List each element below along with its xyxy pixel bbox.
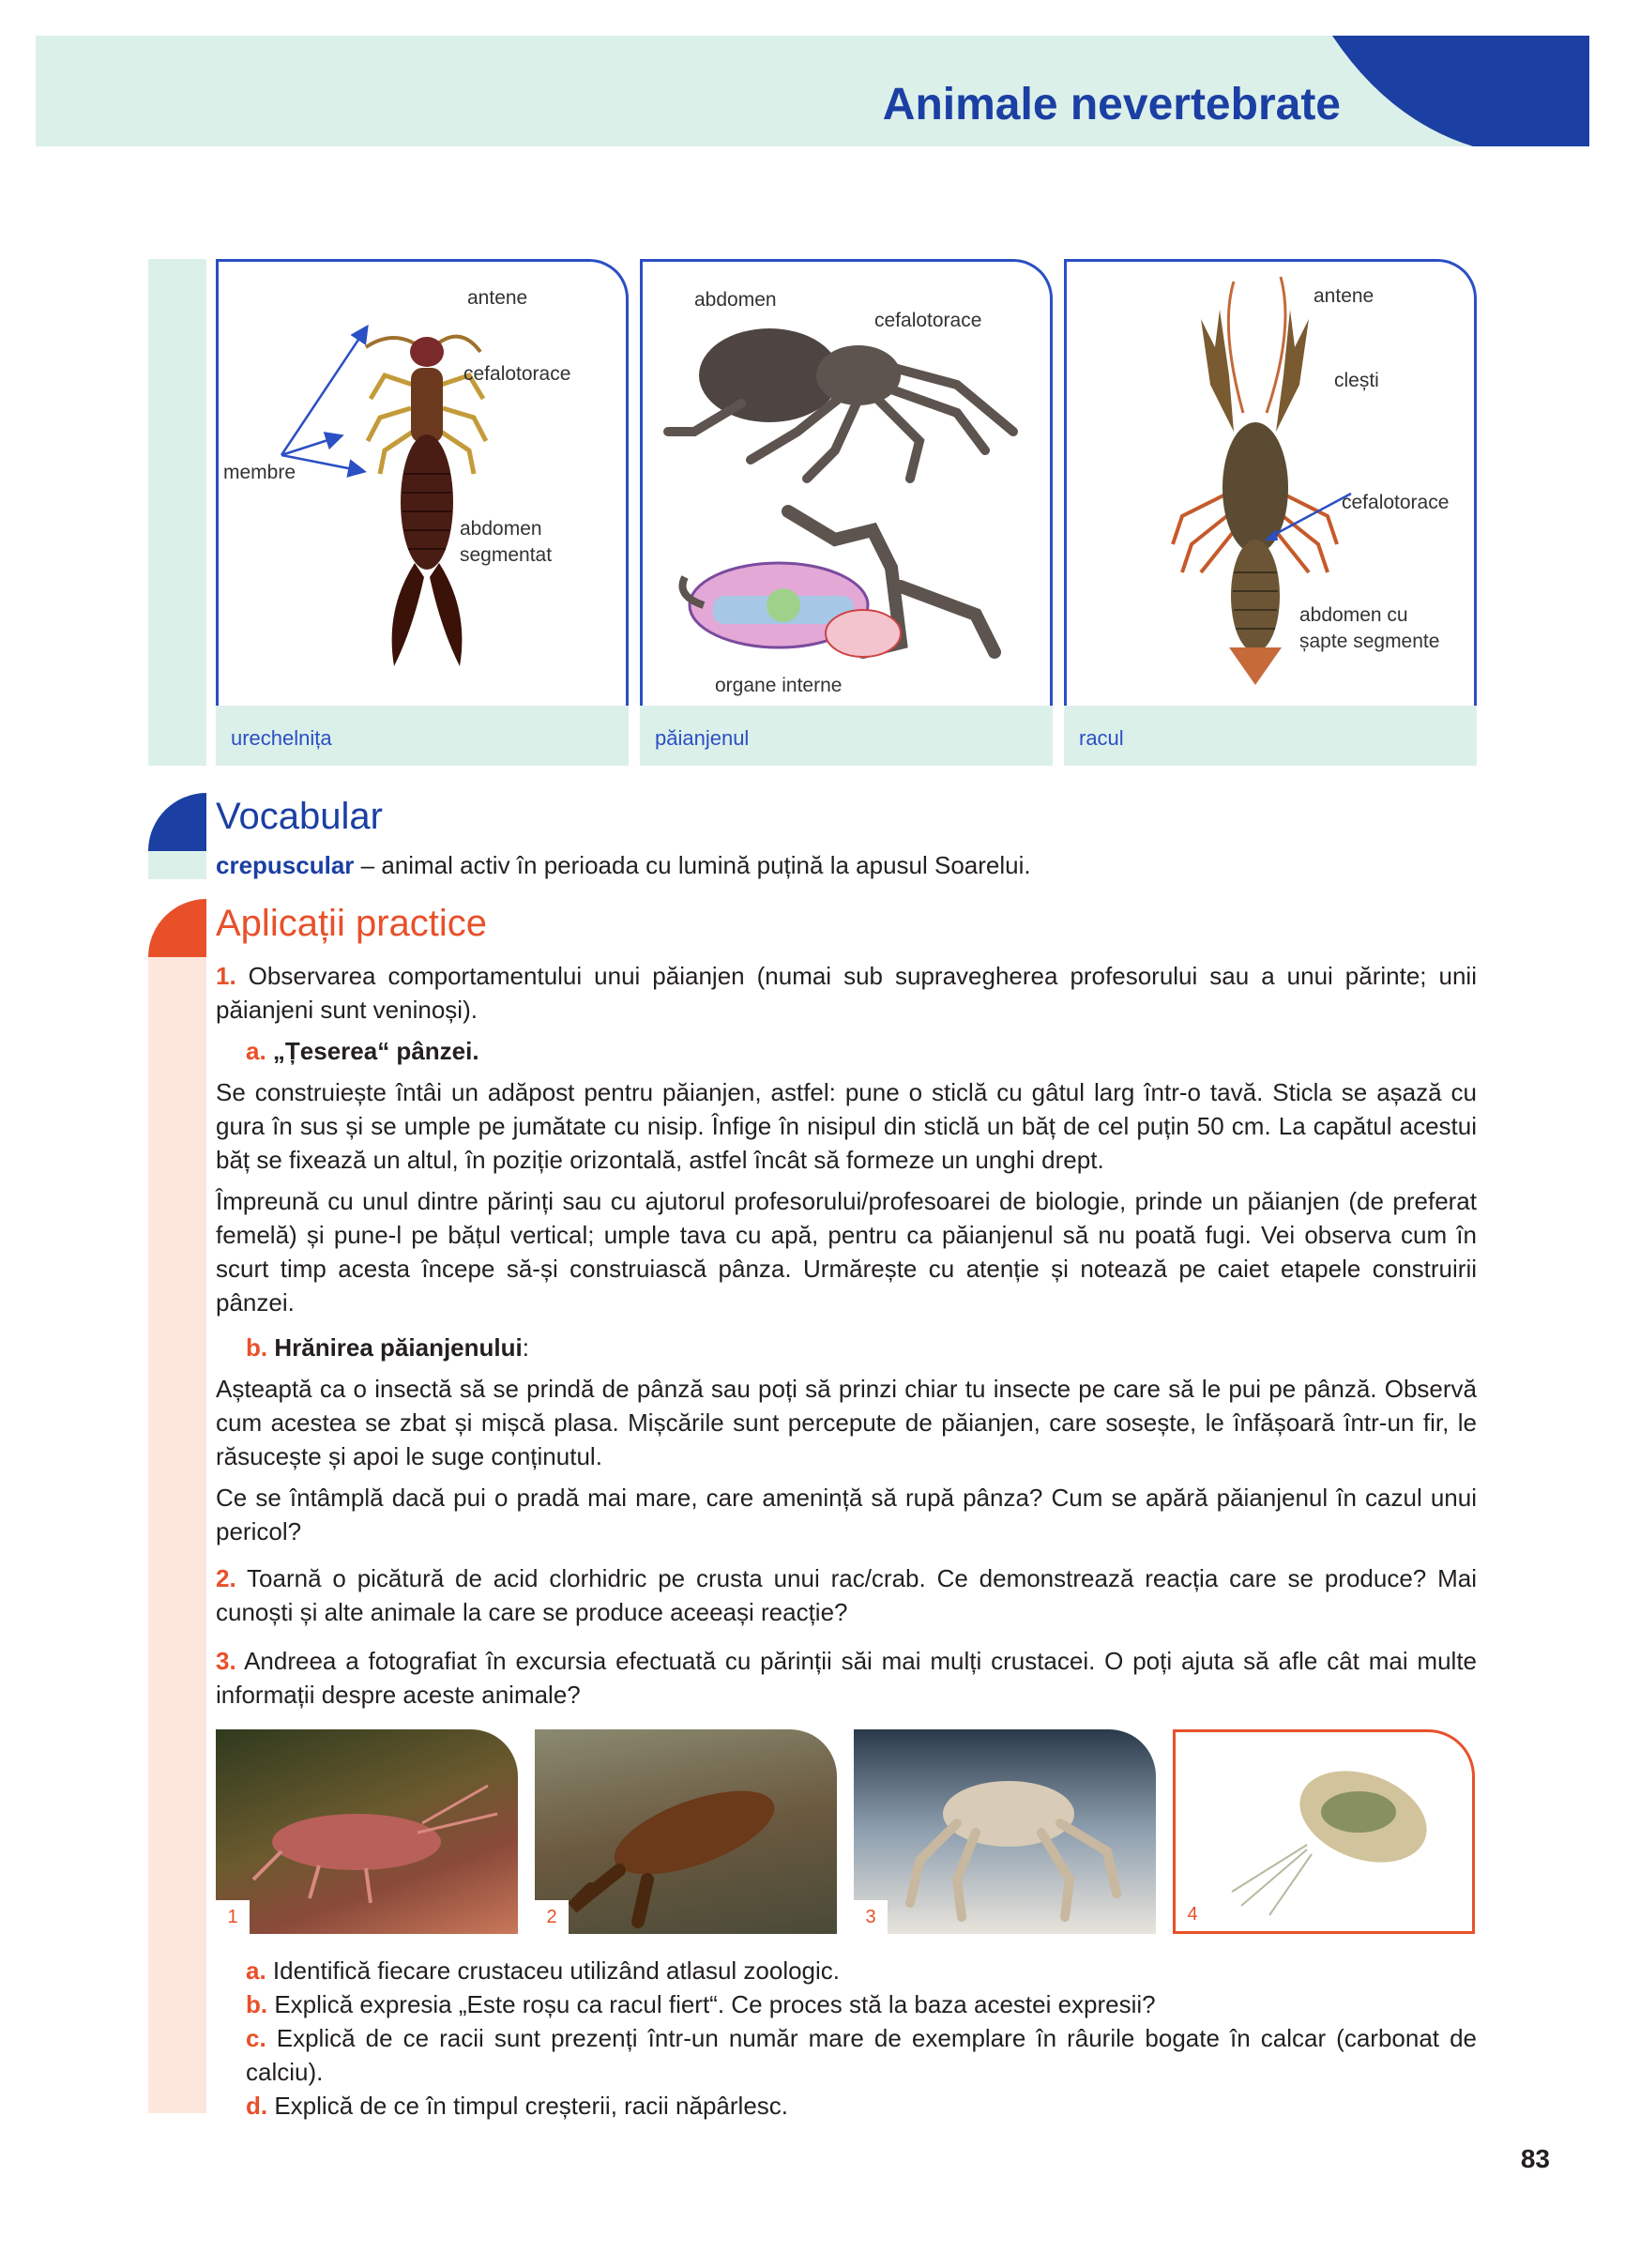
- item-text: Toarnă o picătură de acid clorhidric pe crusta unui rac/crab. Ce demonstrează reacția care se produce? Mai cunoști și alte animale la care se produce aceeași reacție?: [216, 1564, 1477, 1626]
- subitem-colon: :: [522, 1333, 529, 1362]
- label-earwig-limbs: membre: [223, 462, 296, 483]
- practice-side-strip: [148, 957, 206, 2113]
- question-a: [246, 1954, 1477, 1987]
- label-spider-organs: organe interne: [715, 675, 843, 696]
- practice-item-1b-heading: [246, 1331, 1466, 1364]
- header-corner-decoration: [1332, 36, 1589, 146]
- crustacean-photo-4: [1173, 1729, 1475, 1934]
- photo-number: 2: [535, 1900, 569, 1934]
- vocabulary-term: crepuscular: [216, 851, 355, 879]
- figure-side-strip: [148, 259, 206, 766]
- caption-bar-crayfish: [1064, 706, 1477, 766]
- label-earwig-abdomen: abdomen segmentat: [460, 518, 553, 566]
- practice-item-1a-paragraph-1: Se construiește întâi un adăpost pentru păianjen, astfel: pune o sticlă cu gâtul larg într-o tavă. Sticla se așază cu gura în sus și se umple pe jumătate cu nisip. Înfige în nisipul din sticlă un băț de cel puțin 50 cm. La capătul acestui băț se fixează un altul, în poziție orizontală, astfel încât să formeze un unghi drept.: [216, 1078, 1477, 1174]
- label-crayfish-antennae: antene: [1314, 285, 1374, 307]
- item-text: Andreea a fotografiat în excursia efectuată cu părinții săi mai mulți crustacei. O poți ajuta să afle cât mai multe informații despre aceste animale?: [216, 1647, 1477, 1709]
- vocabulary-entry: [216, 848, 1482, 882]
- label-crayfish-thorax: cefalotorace: [1342, 492, 1450, 513]
- caption-spider: păianjenul: [655, 726, 750, 750]
- vocabulary-quarter-circle: [148, 793, 206, 851]
- earwig-limb-arrows: [272, 319, 385, 479]
- question-label: a.: [246, 1956, 266, 1985]
- caption-earwig: urechelnița: [231, 726, 332, 750]
- item-number: 1.: [216, 962, 236, 990]
- caption-crayfish: racul: [1079, 726, 1124, 750]
- subitem-label: b.: [246, 1333, 268, 1362]
- photo-number: 1: [216, 1900, 250, 1934]
- label-crayfish-claws: clești: [1334, 370, 1379, 391]
- practice-item-1: [216, 959, 1477, 1027]
- practice-item-1a-heading: [246, 1034, 1466, 1068]
- vocabulary-strip: [148, 851, 206, 879]
- vocabulary-title: Vocabular: [216, 796, 383, 837]
- crab-photo-illustration: [854, 1729, 1156, 1934]
- item-number: 2.: [216, 1564, 236, 1592]
- crustacean-photo-3: [854, 1729, 1156, 1934]
- question-text: Explică de ce în timpul creșterii, racii năpârlesc.: [267, 2092, 788, 2120]
- item-number: 3.: [216, 1647, 236, 1675]
- subitem-label: a.: [246, 1037, 266, 1065]
- page-title: Animale nevertebrate: [882, 80, 1341, 129]
- item-text: Observarea comportamentului unui păianjen (numai sub supravegherea profesorului sau a unui părinte; unii păianjeni sunt veninoși).: [216, 962, 1477, 1024]
- vocabulary-definition: – animal activ în perioada cu lumină puțină la apusul Soarelui.: [354, 851, 1031, 879]
- practice-item-1b-paragraph-1: Așteaptă ca o insectă să se prindă de pânză sau poți să prinzi chiar tu insecte pe care să le pui pe pânză. Observă cum acestea se zbat și mișcă plasa. Mișcările sunt percepute de păianjen, care sosește, le înfășoară într-un fir, le răsucește și apoi le suge conținutul.: [216, 1375, 1477, 1470]
- question-text: Explică expresia „Este roșu ca racul fiert“. Ce proces stă la baza acestei expresii?: [267, 1990, 1156, 2018]
- page-number: 83: [1520, 2144, 1550, 2173]
- spider-organs-illustration: [676, 502, 1013, 690]
- label-earwig-antennae: antene: [467, 287, 528, 309]
- question-c: [246, 2021, 1477, 2089]
- label-spider-abdomen: abdomen: [694, 289, 777, 311]
- question-b: [246, 1987, 1477, 2021]
- question-text: Explică de ce racii sunt prezenți într-un număr mare de exemplare în râurile bogate în calcar (carbonat de calciu).: [246, 2024, 1477, 2086]
- label-earwig-thorax: cefalotorace: [463, 363, 571, 385]
- label-spider-thorax: cefalotorace: [874, 310, 982, 331]
- crayfish-photo-illustration: [535, 1729, 837, 1934]
- label-crayfish-abdomen: abdomen cu șapte segmente: [1299, 604, 1440, 652]
- practice-item-1a-paragraph-2: Împreună cu unul dintre părinți sau cu ajutorul profesorului/profesoarei de biologie, prinde un păianjen (de preferat femelă) și pune-l pe bățul vertical; umple tava cu apă, pentru ca păianjenul să nu poată fugi. Vei observa cum în scurt timp acesta începe să-și construiască pânza. Urmărește cu atenție și notează pe caiet etapele construirii pânzei.: [216, 1187, 1477, 1317]
- crayfish-photo-illustration: [216, 1729, 518, 1934]
- subitem-title: Hrănirea păianjenului: [267, 1333, 523, 1362]
- question-label: c.: [246, 2024, 266, 2052]
- photo-number: 4: [1176, 1897, 1209, 1931]
- question-d: [246, 2089, 1477, 2123]
- photo-number: 3: [854, 1900, 888, 1934]
- practice-item-3: [216, 1644, 1477, 1712]
- subitem-title: „Țeserea“ pânzei.: [266, 1037, 479, 1065]
- practice-item-2: [216, 1561, 1477, 1629]
- practice-item-1b-paragraph-2: Ce se întâmplă dacă pui o pradă mai mare, care amenință să rupă pânza? Cum se apără păianjenul în cazul unui pericol?: [216, 1484, 1477, 1545]
- practice-quarter-circle: [148, 899, 206, 957]
- practice-title: Aplicații practice: [216, 903, 488, 944]
- question-label: b.: [246, 1990, 268, 2018]
- question-text: Identifică fiecare crustaceu utilizând atlasul zoologic.: [266, 1956, 841, 1985]
- spider-illustration: [657, 310, 1032, 488]
- crustacean-photo-2: [535, 1729, 837, 1934]
- crustacean-photo-1: [216, 1729, 518, 1934]
- copepod-photo-illustration: [1176, 1732, 1472, 1931]
- question-label: d.: [246, 2092, 268, 2120]
